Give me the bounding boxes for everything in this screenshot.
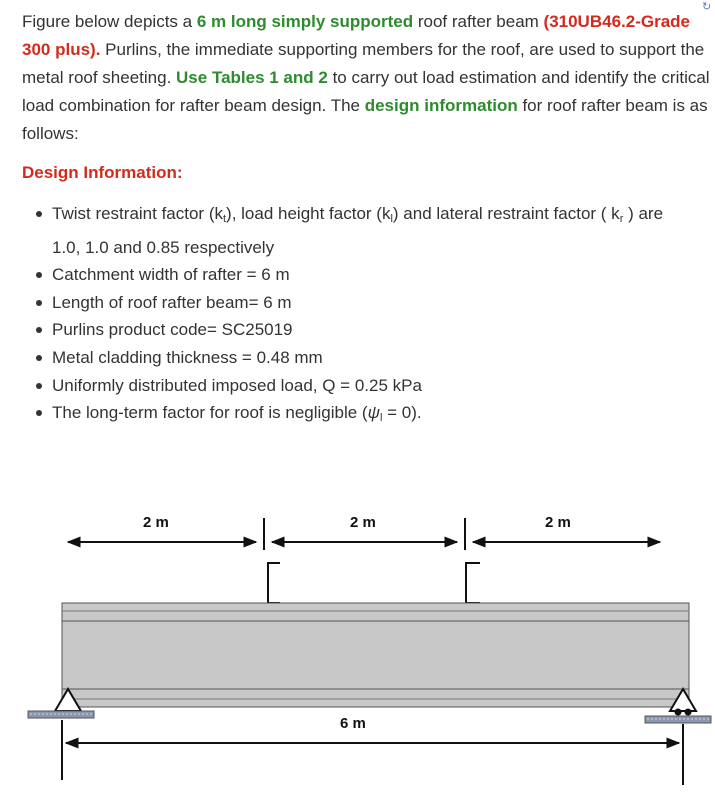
intro-text-2: roof rafter beam	[413, 12, 544, 31]
intro-text-4: to carry out load estimation and identify the critical load combination for rafter beam design. The	[22, 68, 710, 115]
b1-sub-r: r	[619, 213, 624, 225]
span-label-1: 2 m	[143, 514, 169, 531]
b1-text-d: ) are	[623, 204, 664, 223]
intro-highlight-span: 6 m long simply supported	[196, 12, 414, 31]
b7-sub-l: l	[379, 412, 383, 425]
span-label-3: 2 m	[545, 514, 571, 531]
rafter-beam	[62, 603, 689, 707]
b1-text-b: ), load height factor (k	[226, 204, 391, 223]
list-item: Length of roof rafter beam= 6 m	[52, 289, 715, 317]
b1-sub-l: l	[390, 213, 393, 225]
b7-psi-symbol: ψ	[367, 403, 380, 423]
list-item: Uniformly distributed imposed load, Q = 0.25 kPa	[52, 372, 715, 400]
b1-continuation: 1.0, 1.0 and 0.85 respectively	[52, 237, 275, 257]
span-label-2: 2 m	[350, 514, 376, 531]
rafter-beam-diagram	[0, 480, 715, 809]
b7-text-b: = 0).	[382, 403, 422, 423]
design-information-list	[22, 200, 715, 433]
purlin-2	[466, 563, 480, 603]
intro-section-designation: (310UB46.2-Grade 300 plus).	[22, 12, 690, 59]
intro-text-1: Figure below depicts a	[22, 12, 197, 31]
b1-text-a: Twist restraint factor (k	[52, 204, 223, 223]
list-item: Catchment width of rafter = 6 m	[52, 261, 715, 289]
b7-text-a: The long-term factor for roof is negligible (	[52, 403, 368, 423]
list-item	[52, 200, 715, 261]
list-item: Purlins product code= SC25019	[52, 316, 715, 344]
problem-statement	[22, 8, 712, 148]
intro-text-3: Purlins, the immediate supporting members for the roof, are used to support the metal roof sheeting.	[22, 40, 705, 87]
purlin-1	[268, 563, 280, 603]
intro-text-5: for roof rafter beam is as follows:	[22, 96, 708, 143]
b1-text-c: ) and lateral restraint factor ( k	[392, 204, 620, 223]
total-length-label: 6 m	[340, 715, 366, 732]
design-information-heading: Design Information:	[22, 163, 183, 182]
refresh-icon[interactable]: ↻	[702, 1, 712, 13]
intro-highlight-tables: Use Tables 1 and 2	[176, 68, 328, 87]
intro-highlight-design-info: design information	[364, 96, 518, 115]
b1-sub-t: t	[222, 213, 227, 225]
list-item	[52, 399, 715, 433]
list-item: Metal cladding thickness = 0.48 mm	[52, 344, 715, 372]
